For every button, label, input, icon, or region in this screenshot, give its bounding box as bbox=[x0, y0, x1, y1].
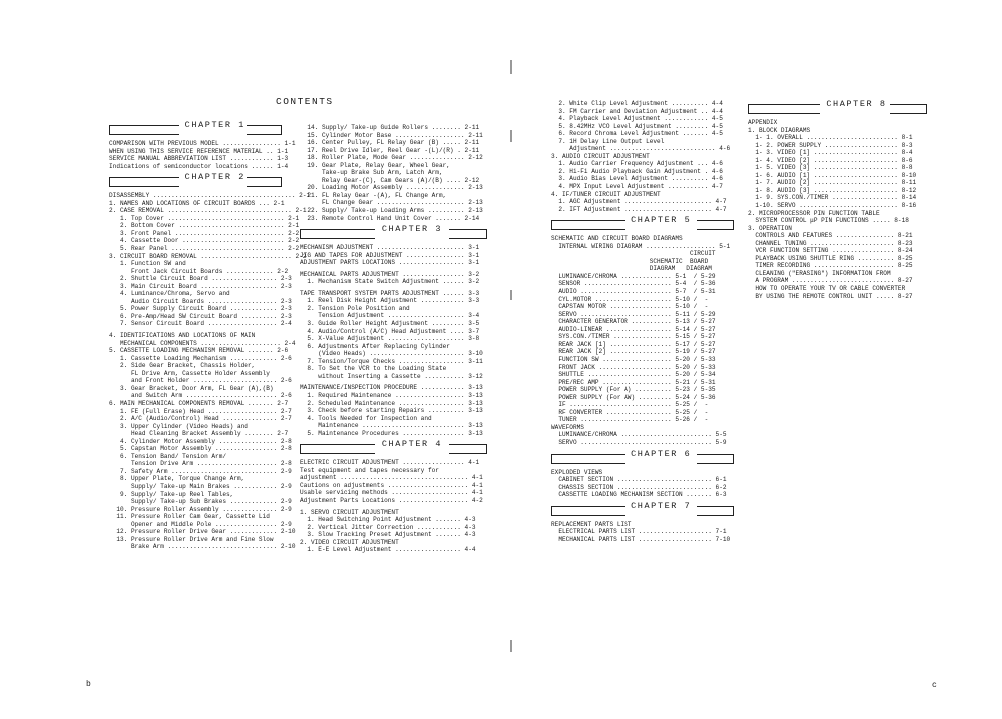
toc-entry: 2. Side Gear Bracket, Chassis Holder, bbox=[109, 362, 256, 370]
toc-entry: RF CONVERTER .................. 5-25 / - bbox=[551, 408, 709, 416]
banner-left-bar bbox=[300, 444, 375, 454]
toc-entry: CAPSTAN MOTOR ................. 5-10 / - bbox=[551, 303, 709, 311]
chapter-banner bbox=[551, 448, 733, 464]
toc-column-4 bbox=[748, 97, 926, 300]
toc-entry: Front Jack Circuit Boards ............. 2-2 bbox=[109, 267, 289, 275]
toc-entry: AUDIO-LINEAR .................. 5-14 / 5-27 bbox=[551, 325, 716, 333]
toc-entry: 6. Adjustments After Replacing Cylinder bbox=[300, 342, 450, 350]
toc-entry: 1. Audio Carrier Frequency Adjustment ... 4-6 bbox=[551, 160, 723, 168]
toc-entry: FRONT JACK .................... 5-20 / 5-33 bbox=[551, 363, 716, 371]
toc-entry: SHUTTLE ....................... 5-20 / 5-34 bbox=[551, 371, 716, 379]
toc-entry: MAINTENANCE/INSPECTION PROCEDURE ............ 3-13 bbox=[300, 384, 483, 392]
chapter-banner bbox=[300, 441, 486, 454]
toc-entry: 6. Pre-Amp/Head SW Circuit Board .......... 2-3 bbox=[109, 312, 292, 320]
toc-entry: 2. Vertical Jitter Correction ............ 4-3 bbox=[300, 523, 476, 531]
toc-entry: 7. 1H Delay Line Output Level bbox=[551, 137, 665, 145]
toc-entry: 1. Required Maintenance ................... 3-13 bbox=[300, 391, 483, 399]
toc-entry: 11. Pressure Roller Cam Gear, Cassette Lid bbox=[109, 513, 270, 521]
toc-entry: 3. AUDIO CIRCUIT ADJUSTMENT bbox=[551, 152, 650, 160]
toc-entry: 5. Power Supply Circuit Board ............. 2-3 bbox=[109, 305, 292, 313]
toc-entry: LUMINANCE/CHROMA ......................... 5-5 bbox=[551, 431, 727, 439]
toc-entry: 7. Safety Arm ............................. 2-9 bbox=[109, 467, 292, 475]
toc-entry: 3. Audio Bias Level Adjustment .......... 4-6 bbox=[551, 175, 723, 183]
toc-entry: without Inserting a Cassette ........... 3-12 bbox=[300, 372, 483, 380]
toc-entry: 16. Center Pulley, FL Relay Gear (B) ..... 2-11 bbox=[300, 139, 480, 147]
toc-entry: and Front Holder ....................... 2-6 bbox=[109, 377, 292, 385]
toc-entry: 4. Audio/Control (A/C) Head Adjustment .... 3-7 bbox=[300, 327, 480, 335]
toc-entry: ELECTRICAL PARTS LIST .................... 7-1 bbox=[551, 528, 727, 536]
toc-entry: BY USING THE REMOTE CONTROL UNIT ..... 8-27 bbox=[748, 292, 913, 300]
toc-entry: 1. Reel Disk Height Adjustment ............ 3-3 bbox=[300, 297, 480, 305]
toc-entry: 3. Check before starting Repairs .......... 3-13 bbox=[300, 407, 483, 415]
toc-entry: 1- 3. VIDEO [1] ....................... 8-4 bbox=[748, 149, 913, 157]
toc-entry: 4. Cylinder Motor Assembly ................ 2-8 bbox=[109, 437, 292, 445]
toc-entry: WHEN USING THIS SERVICE REFERENCE MATERIAL .. 1-1 bbox=[109, 147, 289, 155]
toc-entry: Head Cleaning Bracket Assembly ........ 2-7 bbox=[109, 430, 289, 438]
banner-right-bar bbox=[247, 125, 282, 135]
toc-entry: 2. MICROPROCESSOR PIN FUNCTION TABLE bbox=[748, 209, 880, 217]
toc-entry: CONTROLS AND FEATURES ................ 8-21 bbox=[748, 232, 913, 240]
toc-entry: Test equipment and tapes necessary for bbox=[300, 466, 439, 474]
toc-entry: 8. To Set the VCR to the Loading State bbox=[300, 365, 447, 373]
toc-entry: 2. CASE REMOVAL .................................. 2-1 bbox=[109, 207, 307, 215]
chapter-banner bbox=[300, 226, 486, 239]
toc-entry: IF ............................ 5-25 / - bbox=[551, 401, 709, 409]
banner-left-bar bbox=[300, 229, 375, 239]
toc-entry: 4. Cassette Door ............................ 2-2 bbox=[109, 237, 300, 245]
toc-entry: Brake Arm .............................. 2-10 bbox=[109, 543, 296, 551]
toc-entry: 13. Pressure Roller Drive Arm and Fine Slow bbox=[109, 535, 274, 543]
toc-entry: 1. Top Cover ................................ 2-1 bbox=[109, 214, 300, 222]
toc-entry: 1. SERVO CIRCUIT ADJUSTMENT bbox=[300, 508, 399, 516]
toc-entry: 3. Guide Roller Height Adjustment ......... 3-5 bbox=[300, 320, 480, 328]
toc-entry: SCHEMATIC AND CIRCUIT BOARD DIAGRAMS bbox=[551, 235, 683, 243]
toc-entry: REAR JACK [2] ................. 5-19 / 5-27 bbox=[551, 348, 716, 356]
toc-entry: 2. Hi-Fi Audio Playback Gain Adjustment . 4-6 bbox=[551, 167, 723, 175]
toc-entry: 3. Gear Bracket, Door Arm, FL Gear (A),(B) bbox=[109, 384, 274, 392]
toc-entry: INTERNAL WIRING DIAGRAM ................... 5-1 bbox=[551, 242, 731, 250]
toc-entry: Take-up Brake Sub Arm, Latch Arm, bbox=[300, 169, 443, 177]
toc-entry: Supply/ Take-up Sub Brakes ............. 2-9 bbox=[109, 498, 292, 506]
toc-entry: 1- 7. AUDIO [2] ....................... 8-11 bbox=[748, 179, 917, 187]
toc-entry: HOW TO OPERATE YOUR TV OR CABLE CONVERTER bbox=[748, 285, 906, 293]
toc-entry: 7. Sensor Circuit Board ................... 2-4 bbox=[109, 320, 292, 328]
toc-entry: Maintenance ............................ 3-13 bbox=[300, 422, 483, 430]
toc-entry: 4. MPX Input Level Adjustment ........... 4-7 bbox=[551, 183, 723, 191]
toc-entry: COMPARISON WITH PREVIOUS MODEL ................ 1-1 bbox=[109, 140, 296, 147]
toc-entry: 1. Mechanism State Switch Adjustment ...... 3-2 bbox=[300, 278, 480, 286]
toc-entry: Indications of semiconductor locations ...... 1-4 bbox=[109, 162, 289, 170]
toc-entry: 2. A/C (Audio/Control) Head ............... 2-7 bbox=[109, 415, 292, 423]
toc-entry: FL Change Gear ........................ 2-13 bbox=[300, 199, 483, 207]
banner-left-bar bbox=[109, 177, 179, 187]
banner-left-bar bbox=[748, 104, 820, 114]
toc-entry: FUNCTION SW ................... 5-20 / 5-33 bbox=[551, 355, 716, 363]
toc-entry: DISASSEMBLY ....................................... 2-1 bbox=[109, 192, 311, 200]
toc-entry: 5. Maintenance Procedures ................. 3-13 bbox=[300, 429, 483, 437]
chapter-banner bbox=[109, 122, 281, 135]
banner-right-bar bbox=[449, 444, 487, 454]
toc-entry: 1- 2. POWER SUPPLY .................... 8-3 bbox=[748, 141, 913, 149]
toc-entry: 22. Supply/ Take-up Loading Arms .......... 2-13 bbox=[300, 207, 483, 215]
toc-entry: LUMINANCE/CHROMA .............. 5-1 / 5-29 bbox=[551, 272, 716, 280]
toc-entry: Supply/ Take-up Main Brakes ............ 2-9 bbox=[109, 482, 292, 490]
toc-entry: TUNER ......................... 5-26 / - bbox=[551, 416, 709, 424]
toc-entry: 2. Shuttle Circuit Board .................. 2-3 bbox=[109, 275, 292, 283]
toc-entry: 23. Remote Control Hand Unit Cover ....... 2-14 bbox=[300, 214, 480, 222]
toc-entry: 8. Upper Plate, Torque Change Arm, bbox=[109, 475, 245, 483]
chapter-banner bbox=[748, 101, 926, 114]
toc-entry: POWER SUPPLY (For A) .......... 5-23 / 5-35 bbox=[551, 386, 716, 394]
toc-entry: SYSTEM CONTROL μP PIN FUNCTIONS ..... 8-18 bbox=[748, 217, 909, 225]
toc-entry: 6. MAIN MECHANICAL COMPONENTS REMOVAL ....... 2-7 bbox=[109, 399, 289, 407]
chapter-heading: CHAPTER 3 bbox=[381, 224, 443, 235]
chapter-banner bbox=[551, 217, 733, 230]
toc-entry: 4. IDENTIFICATIONS AND LOCATIONS OF MAIN bbox=[109, 332, 256, 340]
toc-entry: A PROGRAM ............................ 8-27 bbox=[748, 277, 913, 285]
banner-right-bar bbox=[697, 454, 734, 464]
toc-entry: 10. Pressure Roller Assembly ............... 2-9 bbox=[109, 505, 292, 513]
toc-entry: MECHANICAL PARTS LIST .................... 7-10 bbox=[551, 535, 731, 543]
toc-entry: 1. E-E Level Adjustment .................. 4-4 bbox=[300, 546, 476, 554]
toc-entry: 1. Cassette Loading Mechanism ............. 2-6 bbox=[109, 354, 292, 362]
toc-entry: 20. Loading Motor Assembly ................ 2-13 bbox=[300, 184, 483, 192]
toc-entry: 9. Supply/ Take-up Reel Tables, bbox=[109, 490, 234, 498]
toc-entry: Audio Circuit Boards ................... 2-3 bbox=[109, 297, 292, 305]
contents-title: CONTENTS bbox=[276, 96, 334, 107]
toc-entry: ADJUSTMENT PARTS LOCATIONS .................. 3-1 bbox=[300, 259, 480, 267]
toc-entry: REPLACEMENT PARTS LIST bbox=[551, 520, 632, 528]
toc-entry: 5. Capstan Motor Assembly ................. 2-8 bbox=[109, 445, 292, 453]
toc-entry: 5. CASSETTE LOADING MECHANISM REMOVAL ....... 2-6 bbox=[109, 347, 289, 355]
toc-entry: 1- 1. OVERALL ......................... 8-1 bbox=[748, 134, 913, 142]
toc-entry: 3. CIRCUIT BOARD REMOVAL ......................... 2-2 bbox=[109, 252, 307, 260]
toc-entry: CLEANING ("ERASING") INFORMATION FROM bbox=[748, 269, 891, 277]
toc-entry: 1- 6. AUDIO [1] ....................... 8-10 bbox=[748, 171, 917, 179]
chapter-heading: CHAPTER 2 bbox=[184, 172, 245, 183]
toc-column-2 bbox=[300, 124, 486, 554]
toc-entry: SERVICE MANUAL ABBREVIATION LIST ............ 1-3 bbox=[109, 155, 289, 163]
toc-entry: 1. BLOCK DIAGRAMS bbox=[748, 126, 811, 134]
chapter-heading: CHAPTER 4 bbox=[381, 439, 443, 450]
toc-entry: CASSETTE LOADING MECHANISM SECTION ....... 6-3 bbox=[551, 491, 727, 499]
toc-entry: 1-10. SERVO ........................... 8-16 bbox=[748, 202, 917, 210]
toc-entry: CABINET SECTION .......................... 6-1 bbox=[551, 476, 727, 484]
toc-entry: 5. X-Value Adjustment ..................... 3-8 bbox=[300, 335, 480, 343]
toc-entry: 7. Tension/Torque Checks .................. 3-11 bbox=[300, 357, 483, 365]
toc-entry: VCR FUNCTION SETTING ................. 8-24 bbox=[748, 247, 913, 255]
toc-entry: 2. Tension Pole Position and bbox=[300, 304, 410, 312]
chapter-heading: CHAPTER 7 bbox=[631, 500, 692, 511]
toc-entry: SENSOR ........................ 5-4 / 5-36 bbox=[551, 280, 716, 288]
toc-entry: SCHEMATIC BOARD bbox=[551, 257, 709, 265]
toc-entry: ELECTRIC CIRCUIT ADJUSTMENT ................. 4-1 bbox=[300, 459, 480, 467]
toc-entry: MECHANISM ADJUSTMENT ........................ 3-1 bbox=[300, 244, 480, 252]
toc-entry: CHASSIS SECTION .......................... 6-2 bbox=[551, 483, 727, 491]
toc-entry: Opener and Middle Pole ................. 2-9 bbox=[109, 520, 292, 528]
toc-entry: Adjustment ............................. 4-6 bbox=[551, 145, 731, 153]
toc-entry: 3. Main Circuit Board ..................... 2-3 bbox=[109, 282, 292, 290]
banner-left-bar bbox=[109, 125, 179, 135]
toc-entry: 5. 8.42MHz VCO Level Adjustment ......... 4-5 bbox=[551, 122, 723, 130]
toc-entry: SERVO .................................... 5-9 bbox=[551, 438, 727, 446]
banner-right-bar bbox=[890, 104, 927, 114]
toc-entry: 1- 9. SYS.CON./TIMER .................. 8-14 bbox=[748, 194, 917, 202]
toc-column-3 bbox=[551, 100, 733, 543]
toc-entry: 3. Slow Tracking Preset Adjustment ....... 4-3 bbox=[300, 531, 476, 539]
toc-entry: and Switch Arm ......................... 2-6 bbox=[109, 392, 292, 400]
toc-entry: 3. Front Panel .............................. 2-2 bbox=[109, 229, 300, 237]
toc-entry: 2. IFT Adjustment ........................ 4-7 bbox=[551, 205, 727, 213]
toc-entry: 2. VIDEO CIRCUIT ADJUSTMENT bbox=[300, 538, 399, 546]
toc-entry: 1. AGC Adjustment ........................ 4-7 bbox=[551, 198, 727, 206]
toc-entry: DIAGRAM DIAGRAM bbox=[551, 265, 712, 273]
toc-entry: 1. NAMES AND LOCATIONS OF CIRCUIT BOARDS ... 2-1 bbox=[109, 199, 285, 207]
toc-entry: 1. Head Switching Point Adjustment ....... 4-3 bbox=[300, 516, 476, 524]
toc-entry: MECHANICAL PARTS ADJUSTMENT ................. 3-2 bbox=[300, 270, 480, 278]
toc-entry: 1- 4. VIDEO [2] ....................... 8-6 bbox=[748, 156, 913, 164]
toc-entry: 17. Reel Drive Idler, Reel Gear -(L)/(R) . 2-11 bbox=[300, 146, 480, 154]
toc-entry: 6. Record Chroma Level Adjustment ....... 4-5 bbox=[551, 130, 723, 138]
toc-entry: REAR JACK [1] ................. 5-17 / 5-27 bbox=[551, 340, 716, 348]
chapter-banner bbox=[551, 500, 733, 516]
banner-left-bar bbox=[551, 220, 625, 230]
page-fold bbox=[510, 60, 511, 660]
toc-entry: 3. Upper Cylinder (Video Heads) and bbox=[109, 422, 248, 430]
toc-entry: Cautions on adjustments ...................... 4-1 bbox=[300, 481, 483, 489]
toc-entry: 4. Luminance/Chroma, Servo and bbox=[109, 290, 230, 298]
chapter-banner bbox=[109, 174, 281, 187]
toc-entry: (Video Heads) .......................... 3-10 bbox=[300, 350, 483, 358]
toc-entry: Adjustment Parts Locations ................... 4-2 bbox=[300, 496, 483, 504]
toc-entry: 5. Rear Panel ............................... 2-2 bbox=[109, 245, 300, 253]
banner-right-bar bbox=[697, 220, 734, 230]
toc-entry: PLAYBACK USING SHUTTLE RING .......... 8-25 bbox=[748, 254, 913, 262]
toc-entry: CHANNEL TUNING ....................... 8-23 bbox=[748, 239, 913, 247]
toc-entry: AUDIO ......................... 5-7 / 5-31 bbox=[551, 288, 716, 296]
chapter-heading: CHAPTER 6 bbox=[631, 448, 692, 459]
toc-entry: 3. FM Carrier and Deviation Adjustment .. 4-4 bbox=[551, 107, 723, 115]
chapter-heading: CHAPTER 1 bbox=[184, 120, 245, 130]
banner-right-bar bbox=[697, 506, 734, 516]
toc-entry: 2. White Clip Level Adjustment .......... 4-4 bbox=[551, 100, 723, 107]
toc-entry: EXPLODED VIEWS bbox=[551, 468, 603, 476]
toc-entry: TIMER RECORDING ...................... 8-25 bbox=[748, 262, 913, 270]
toc-entry: 18. Roller Plate, Mode Gear ............... 2-12 bbox=[300, 154, 483, 162]
toc-entry: JIG AND TAPES FOR ADJUSTMENT ................ 3-1 bbox=[300, 251, 480, 259]
toc-entry: CIRCUIT bbox=[551, 250, 716, 258]
page-mark-right: c bbox=[932, 681, 937, 690]
banner-left-bar bbox=[551, 454, 625, 464]
toc-entry: 1. FE (Full Erase) Head ................... 2-7 bbox=[109, 407, 292, 415]
toc-entry: FL Drive Arm, Cassette Holder Assembly bbox=[109, 369, 270, 377]
toc-entry: 14. Supply/ Take-up Guide Rollers ........ 2-11 bbox=[300, 124, 480, 131]
toc-entry: SERVO ......................... 5-11 / 5-29 bbox=[551, 310, 716, 318]
toc-entry: 2. Scheduled Maintenance .................. 3-13 bbox=[300, 399, 483, 407]
toc-entry: CYL.MOTOR ..................... 5-10 / - bbox=[551, 295, 709, 303]
toc-entry: 4. IF/TUNER CIRCUIT ADJUSTMENT bbox=[551, 190, 661, 198]
toc-entry: 1. Function SW and bbox=[109, 260, 186, 268]
toc-entry: 6. Tension Band/ Tension Arm/ bbox=[109, 452, 227, 460]
toc-entry: Tension Adjustment ..................... 3-4 bbox=[300, 312, 480, 320]
toc-entry: 21. FL Relay Gear -(A), FL Change Arm, bbox=[300, 191, 447, 199]
toc-column-1 bbox=[109, 118, 311, 551]
page-mark-left: b bbox=[86, 680, 91, 689]
toc-entry: SYS.CON./TIMER ................ 5-15 / 5-27 bbox=[551, 333, 716, 341]
toc-entry: WAVEFORMS bbox=[551, 423, 584, 431]
toc-entry: MECHANICAL COMPONENTS ...................... 2-4 bbox=[109, 339, 296, 347]
toc-entry: Usable servicing methods ..................... 4-1 bbox=[300, 489, 483, 497]
toc-entry: Relay Gear-(C), Cam Gears (A)/(B) .... 2-12 bbox=[300, 176, 480, 184]
toc-entry: TAPE TRANSPORT SYSTEM PARTS ADJUSTMENT ...... 3-3 bbox=[300, 289, 480, 297]
toc-entry: PRE/REC AMP ................... 5-21 / 5-31 bbox=[551, 378, 716, 386]
toc-entry: 15. Cylinder Motor Base ................... 2-11 bbox=[300, 131, 483, 139]
chapter-heading: CHAPTER 8 bbox=[826, 99, 887, 109]
toc-entry: POWER SUPPLY (For AW) ......... 5-24 / 5-36 bbox=[551, 393, 716, 401]
chapter-heading: CHAPTER 5 bbox=[631, 215, 692, 226]
toc-entry: CHARACTER GENERATOR ........... 5-13 / 5-27 bbox=[551, 318, 716, 326]
toc-entry: 4. Tools Needed for Inspection and bbox=[300, 414, 432, 422]
toc-entry: 4. Playback Level Adjustment ............ 4-5 bbox=[551, 115, 723, 123]
banner-right-bar bbox=[247, 177, 282, 187]
banner-left-bar bbox=[551, 506, 625, 516]
banner-right-bar bbox=[449, 229, 487, 239]
toc-entry: 19. Gear Plate, Relay Gear, Wheel Gear, bbox=[300, 161, 450, 169]
toc-entry: 1- 5. VIDEO [3] ....................... 8-8 bbox=[748, 164, 913, 172]
toc-entry: 3. OPERATION bbox=[748, 224, 792, 232]
toc-entry: adjustment ................................... 4-1 bbox=[300, 474, 483, 482]
toc-entry: 1- 8. AUDIO [3] ....................... 8-12 bbox=[748, 186, 917, 194]
toc-entry: APPENDIX bbox=[748, 119, 778, 126]
toc-entry: 12. Pressure Roller Drive Gear ............. 2-10 bbox=[109, 528, 296, 536]
toc-entry: 2. Bottom Cover ............................. 2-1 bbox=[109, 222, 300, 230]
toc-entry: Tension Drive Arm ...................... 2-8 bbox=[109, 460, 292, 468]
